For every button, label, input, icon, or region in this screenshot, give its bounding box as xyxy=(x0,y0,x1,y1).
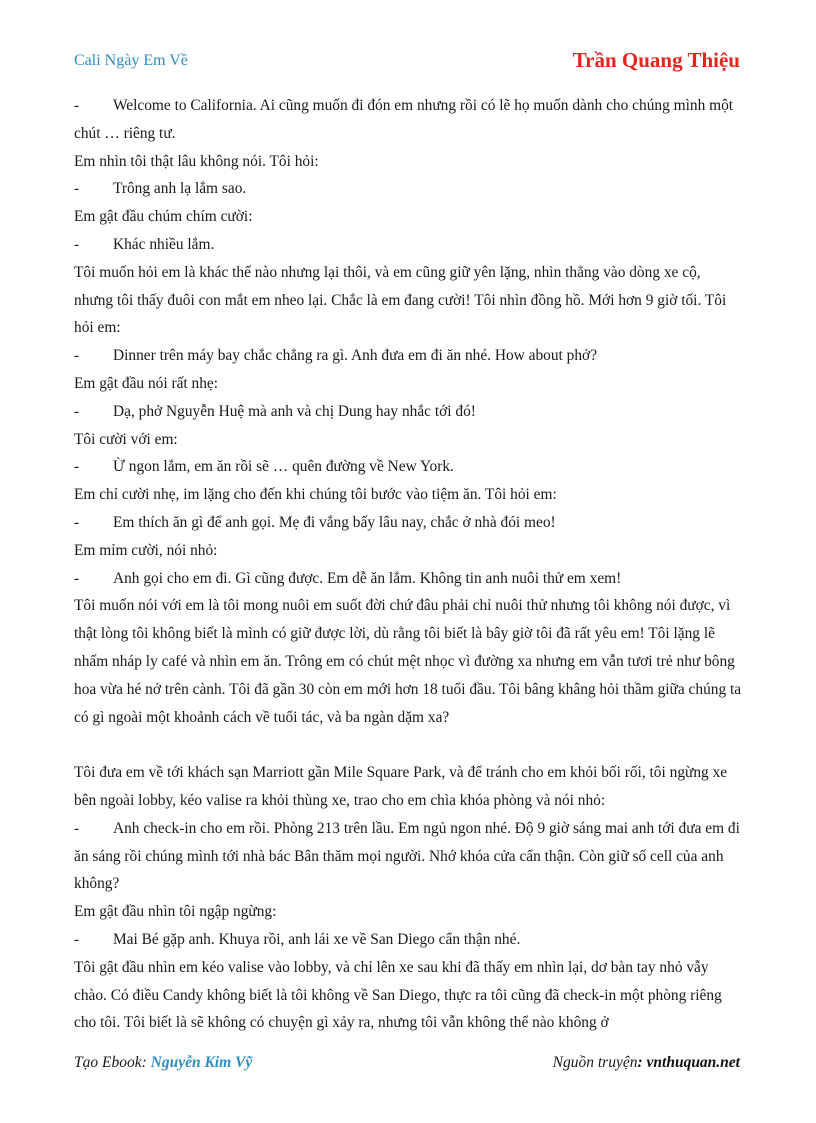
source-site: vnthuquan.net xyxy=(646,1054,740,1071)
dialogue-text: Welcome to California. Ai cũng muốn đi đón em nhưng rồi có lẽ họ muốn dành cho chúng mình một chút … riêng tư. xyxy=(74,97,734,142)
narration-paragraph: Tôi cười với em: xyxy=(74,430,178,448)
source-label: Nguồn truyện xyxy=(552,1054,638,1071)
narration-paragraph: Em gật đầu nói rất nhẹ: xyxy=(74,374,219,392)
dialogue-text: Ừ ngon lắm, em ăn rồi sẽ … quên đường về New York. xyxy=(113,458,454,476)
dialogue-text: Trông anh lạ lắm sao. xyxy=(113,180,247,198)
dialogue-line xyxy=(74,453,742,481)
dialogue-dash: - xyxy=(74,97,80,114)
dialogue-line xyxy=(74,815,742,898)
dialogue-line xyxy=(74,231,742,259)
dialogue-line xyxy=(74,175,742,203)
ebook-label: Tạo Ebook xyxy=(74,1054,142,1071)
narration-paragraph: Tôi muốn hỏi em là khác thế nào nhưng lại thôi, và em cũng giữ yên lặng, nhìn thẳng vào dòng xe cộ, nhưng tôi thấy đuôi con mắt em nheo lại. Chắc là em đang cười! Tôi nhìn đồng hồ. Mới hơn 9 giờ tối. Tôi hỏi em: xyxy=(74,263,727,337)
dialogue-dash: - xyxy=(74,347,80,365)
dialogue-dash: - xyxy=(74,180,80,198)
narration-paragraph: Tôi muốn nói với em là tôi mong nuôi em suốt đời chứ đâu phải chỉ nuôi thử nhưng tôi không nói được, vì thật lòng tôi không biết là mình có giữ được lời, dù rằng tôi biết là bây giờ tôi đã rất yêu em! Tôi lặng lẽ nhấm nháp ly café và nhìn em ăn. Trông em có chút mệt nhọc vì đường xa nhưng em vẫn tươi trẻ như bông hoa vừa hé nở trên cành. Tôi đã gần 30 còn em mới hơn 18 tuổi đầu. Tôi bâng khâng hỏi thầm giữa chúng ta có gì ngoài một khoảnh cách về tuổi tác, và ba ngàn dặm xa? xyxy=(74,597,742,726)
dialogue-dash: - xyxy=(74,458,80,476)
dialogue-line xyxy=(74,509,742,537)
source-credit xyxy=(553,1054,740,1072)
dialogue-line xyxy=(74,92,742,148)
narration-paragraph: Em nhìn tôi thật lâu không nói. Tôi hỏi: xyxy=(74,152,319,170)
dialogue-dash: - xyxy=(74,513,80,531)
story-body xyxy=(74,92,742,1037)
dialogue-text: Anh check-in cho em rồi. Phòng 213 trên lầu. Em ngủ ngon nhé. Độ 9 giờ sáng mai anh tới đưa em đi ăn sáng rồi chúng mình tới nhà bác Bân thăm mọi người. Nhớ khóa cửa cẩn thận. Còn giữ số cell của anh không? xyxy=(74,819,740,893)
dialogue-text: Dinner trên máy bay chắc chẳng ra gì. Anh đưa em đi ăn nhé. How about phở? xyxy=(113,347,598,365)
narration-paragraph: Tôi gật đầu nhìn em kéo valise vào lobby, và chỉ lên xe sau khi đã thấy em nhìn lại, dơ bàn tay nhỏ vẫy chào. Có điều Candy không biết là tôi không về San Diego, thực ra tôi cũng đã check-in một phòng riêng cho tôi. Tôi biết là sẽ không có chuyện gì xảy ra, nhưng tôi vẫn không thể nào không ở xyxy=(74,958,722,1032)
dialogue-text: Em thích ăn gì để anh gọi. Mẹ đi vắng bấy lâu nay, chắc ở nhà đói meo! xyxy=(113,513,556,531)
narration-paragraph: Tôi đưa em về tới khách sạn Marriott gần Mile Square Park, và để tránh cho em khỏi bối rối, tôi ngừng xe bên ngoài lobby, kéo valise ra khỏi thùng xe, trao cho em chìa khóa phòng và nói nhỏ: xyxy=(74,764,728,809)
ebook-creator: Nguyễn Kim Vỹ xyxy=(150,1054,253,1071)
narration-paragraph: Em gật đầu chúm chím cười: xyxy=(74,208,253,226)
page-header xyxy=(74,48,740,78)
dialogue-dash: - xyxy=(74,402,80,420)
ebook-credit xyxy=(74,1054,252,1072)
dialogue-dash: - xyxy=(74,930,80,948)
narration-paragraph: Em gật đầu nhìn tôi ngập ngừng: xyxy=(74,903,277,921)
dialogue-line xyxy=(74,926,742,954)
book-title: Cali Ngày Em Về xyxy=(74,52,188,69)
page-footer xyxy=(74,1054,740,1078)
dialogue-line xyxy=(74,342,742,370)
dialogue-line xyxy=(74,565,742,593)
dialogue-dash: - xyxy=(74,235,80,253)
dialogue-text: Anh gọi cho em đi. Gì cũng được. Em dễ ăn lắm. Không tin anh nuôi thử em xem! xyxy=(113,569,622,587)
ebook-separator: : xyxy=(141,1054,151,1071)
dialogue-text: Dạ, phở Nguyễn Huệ mà anh và chị Dung hay nhắc tới đó! xyxy=(113,402,476,420)
dialogue-text: Mai Bé gặp anh. Khuya rồi, anh lái xe về San Diego cẩn thận nhé. xyxy=(113,930,521,948)
author-name: Trần Quang Thiệu xyxy=(572,48,740,72)
paragraph-gap xyxy=(74,731,742,759)
dialogue-dash: - xyxy=(74,569,80,587)
dialogue-text: Khác nhiều lắm. xyxy=(113,235,215,253)
source-separator: : xyxy=(637,1054,647,1071)
narration-paragraph: Em mỉm cười, nói nhỏ: xyxy=(74,541,218,559)
dialogue-line xyxy=(74,398,742,426)
dialogue-dash: - xyxy=(74,819,80,837)
narration-paragraph: Em chỉ cười nhẹ, im lặng cho đến khi chúng tôi bước vào tiệm ăn. Tôi hỏi em: xyxy=(74,486,557,504)
